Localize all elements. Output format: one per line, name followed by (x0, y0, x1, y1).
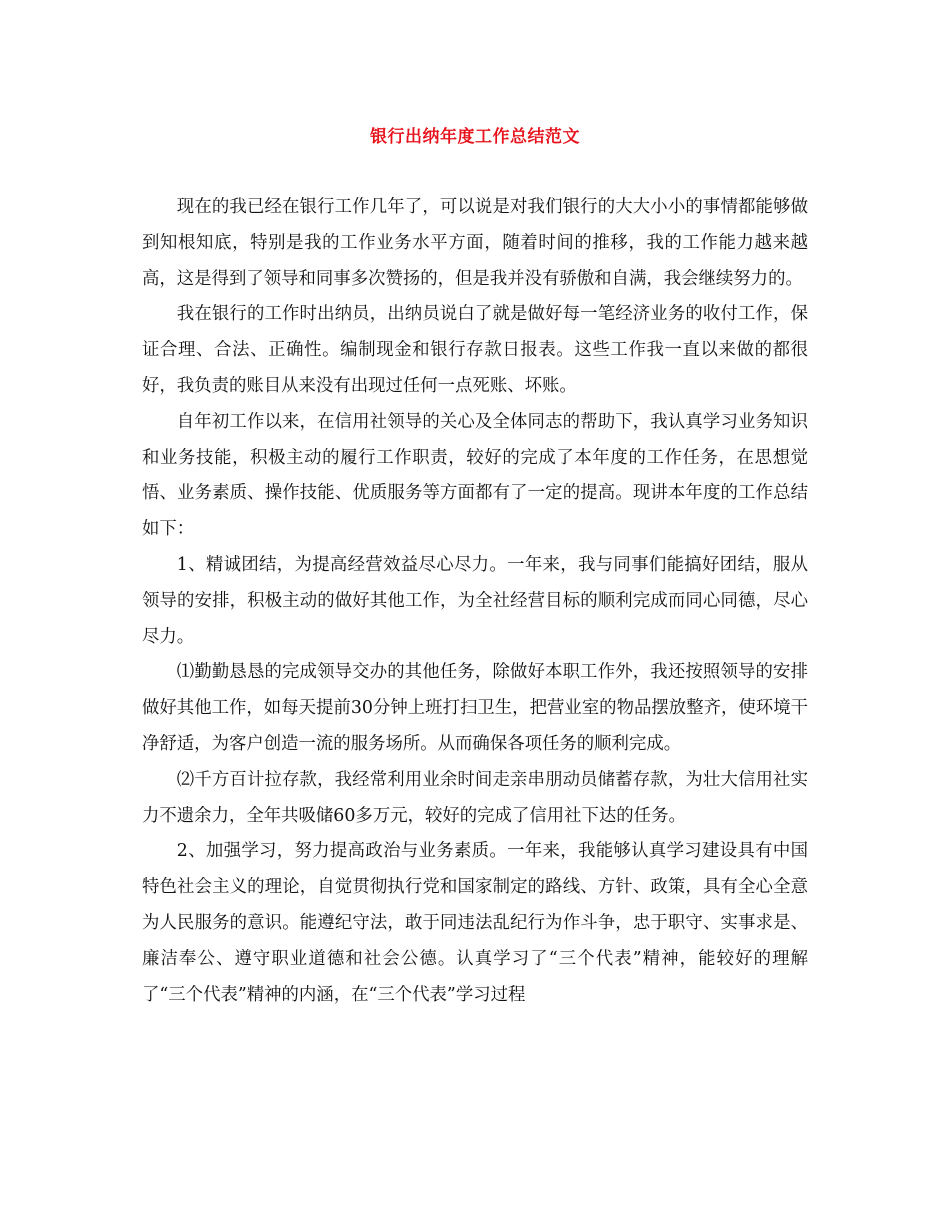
paragraph-section-1: 1、精诚团结，为提高经营效益尽心尽力。一年来，我与同事们能搞好团结，服从领导的安排，积极主动的做好其他工作，为全社经营目标的顺利完成而同心同德，尽心尽力。 (142, 554, 808, 647)
paragraph-year-overview: 自年初工作以来，在信用社领导的关心及全体同志的帮助下，我认真学习业务知识和业务技能，积极主动的履行工作职责，较好的完成了本年度的工作任务，在思想觉悟、业务素质、操作技能、优质服务等方面都有了一定的提高。现讲本年度的工作总结如下： (142, 411, 808, 540)
document-body (142, 190, 808, 1013)
paragraph-item-1: ⑴勤勤恳恳的完成领导交办的其他任务，除做好本职工作外，我还按照领导的安排做好其他工作，如每天提前30分钟上班打扫卫生，把营业室的物品摆放整齐，使环境干净舒适，为客户创造一流的服务场所。从而确保各项任务的顺利完成。 (142, 662, 808, 754)
paragraph-item-2: ⑵千方百计拉存款，我经常利用业余时间走亲串朋动员储蓄存款，为壮大信用社实力不遗余力，全年共吸储60多万元，较好的完成了信用社下达的任务。 (142, 769, 808, 826)
paragraph-cashier-duties: 我在银行的工作时出纳员，出纳员说白了就是做好每一笔经济业务的收付工作，保证合理、合法、正确性。编制现金和银行存款日报表。这些工作我一直以来做的都很好，我负责的账目从来没有出现过任何一点死账、坏账。 (142, 304, 808, 396)
paragraph-section-2: 2、加强学习，努力提高政治与业务素质。一年来，我能够认真学习建设具有中国特色社会主义的理论，自觉贯彻执行党和国家制定的路线、方针、政策，具有全心全意为人民服务的意识。能遵纪守法，敢于同违法乱纪行为作斗争，忠于职守、实事求是、廉洁奉公、遵守职业道德和社会公德。认真学习了“三个代表”精神，能较好的理解了“三个代表”精神的内涵，在“三个代表”学习过程 (142, 841, 808, 1005)
document-title: 银行出纳年度工作总结范文 (370, 127, 580, 147)
paragraph-intro: 现在的我已经在银行工作几年了，可以说是对我们银行的大大小小的事情都能够做到知根知底，特别是我的工作业务水平方面，随着时间的推移，我的工作能力越来越高，这是得到了领导和同事多次赞扬的，但是我并没有骄傲和自满，我会继续努力的。 (142, 197, 808, 289)
